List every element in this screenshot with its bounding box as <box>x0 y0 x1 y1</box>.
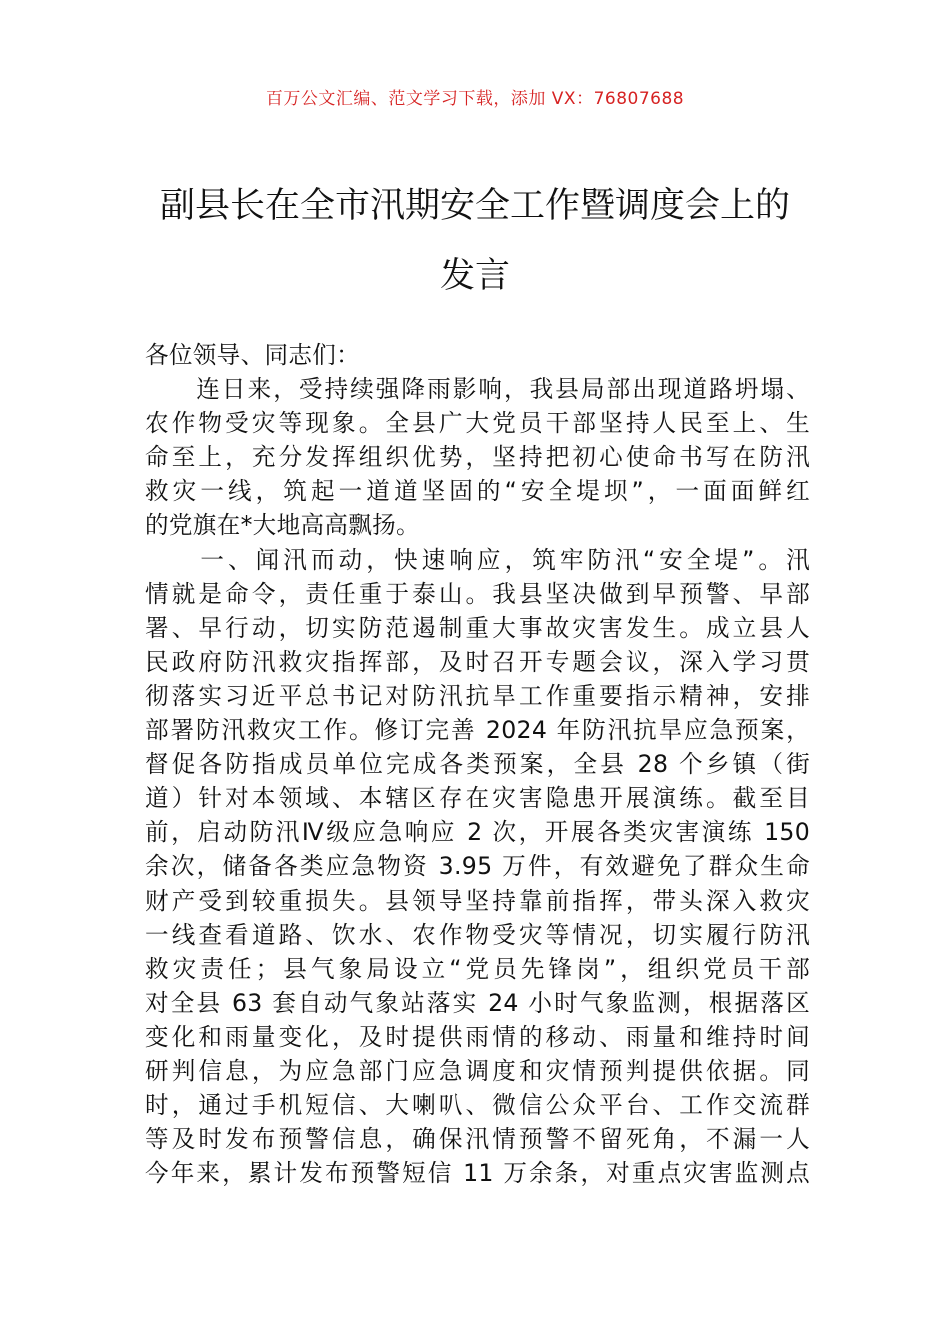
text-line: 财产受到较重损失。县领导坚持靠前指挥，带头深入救灾 <box>145 886 810 915</box>
text-line: 连日来，受持续强降雨影响，我县局部出现道路坍塌、 <box>145 375 810 404</box>
text-line: 救灾一线，筑起一道道坚固的“安全堤坝”，一面面鲜红 <box>145 477 810 506</box>
page-title-line-1: 副县长在全市汛期安全工作暨调度会上的 <box>159 186 790 226</box>
text-line: 农作物受灾等现象。全县广大党员干部坚持人民至上、生 <box>145 409 810 438</box>
salutation: 各位领导、同志们： <box>145 341 361 369</box>
text-line: 对全县 63 套自动气象站落实 24 小时气象监测，根据落区 <box>145 988 810 1017</box>
text-line: 救灾责任；县气象局设立“党员先锋岗”，组织党员干部 <box>145 954 810 983</box>
watermark-text: 百万公文汇编、范文学习下载，添加 VX：76807688 <box>265 89 685 109</box>
text-line: 署、早行动，切实防范遏制重大事故灾害发生。成立县人 <box>145 613 810 642</box>
page-title-line-2: 发言 <box>439 256 510 296</box>
text-line: 情就是命令，责任重于泰山。我县坚决做到早预警、早部 <box>145 579 810 608</box>
text-line: 命至上，充分发挥组织优势，坚持把初心使命书写在防汛 <box>145 443 810 472</box>
document-body <box>145 338 810 1190</box>
text-line: 等及时发布预警信息，确保汛情预警不留死角，不漏一人 <box>145 1125 810 1154</box>
text-line: 变化和雨量变化，及时提供雨情的移动、雨量和维持时间 <box>145 1022 810 1051</box>
text-line: 部署防汛救灾工作。修订完善 2024 年防汛抗旱应急预案， <box>145 716 810 745</box>
section-heading-line: 一、闻汛而动，快速响应，筑牢防汛“安全堤”。汛 <box>145 545 810 574</box>
text-line: 余次，储备各类应急物资 3.95 万件，有效避免了群众生命 <box>145 852 810 881</box>
text-line: 道）针对本领域、本辖区存在灾害隐患开展演练。截至目 <box>145 784 810 813</box>
text-line: 一线查看道路、饮水、农作物受灾等情况，切实履行防汛 <box>145 920 810 949</box>
text-line: 前，启动防汛Ⅳ级应急响应 2 次，开展各类灾害演练 150 <box>145 818 810 847</box>
text-line: 督促各防指成员单位完成各类预案，全县 28 个乡镇（街 <box>145 750 810 779</box>
text-line: 时，通过手机短信、大喇叭、微信公众平台、工作交流群 <box>145 1091 810 1120</box>
text-line: 今年来，累计发布预警短信 11 万余条，对重点灾害监测点 <box>145 1159 810 1188</box>
text-line: 彻落实习近平总书记对防汛抗旱工作重要指示精神，安排 <box>145 681 810 710</box>
text-line: 民政府防汛救灾指挥部，及时召开专题会议，深入学习贯 <box>145 647 810 676</box>
text-line: 的党旗在*大地高高飘扬。 <box>145 511 420 540</box>
text-line: 研判信息，为应急部门应急调度和灾情预判提供依据。同 <box>145 1056 810 1085</box>
